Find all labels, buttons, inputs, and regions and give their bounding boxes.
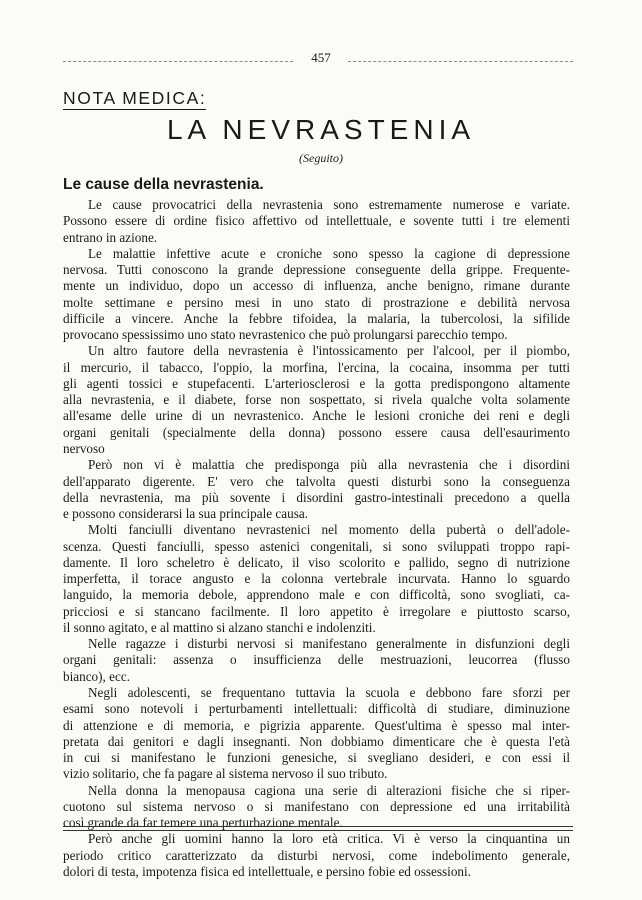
article-title: LA NEVRASTENIA — [166, 114, 476, 145]
text-line: pretata dai genitori e dagli insegnanti. Non dobbiamo dimenticare che è questa l'età — [63, 733, 570, 749]
text-line: vizio solitario, che fa pagare al sistema nervoso il suo tributo. — [63, 766, 388, 782]
text-line: provocano spessissimo uno stato nevrastenico che può prolungarsi parecchio tempo. — [63, 327, 508, 343]
paragraph — [63, 343, 570, 457]
text-line: organi genitali: assenza o insufficienza delle mestruazioni, leucorrea (flusso — [63, 652, 570, 668]
text-line: così grande da far temere una perturbazione mentale. — [63, 815, 343, 831]
text-line: mente un individuo, dopo un accesso di influenza, anche benigno, rimane durante — [63, 278, 570, 294]
text-line: Un altro fautore della nevrastenia è l'intossicamento per l'alcool, per il piombo, — [88, 343, 570, 359]
text-line: il sonno agitato, e al mattino si alzano stanchi e indolenziti. — [63, 619, 376, 635]
article-subtitle: (Seguito) — [299, 151, 343, 165]
text-line: Però non vi è malattia che predisponga più alla nevrastenia che i disordini — [88, 457, 570, 473]
article-body — [63, 197, 570, 880]
text-line: di attenzione e di memoria, e pigrizia apparente. Quest'ultima è spesso mal inter- — [63, 717, 570, 733]
text-line: e possono considerarsi la sua principale causa. — [63, 506, 308, 522]
text-line: bianco), ecc. — [63, 668, 130, 684]
paragraph — [63, 636, 570, 685]
text-line: cuotono sul sistema nervoso o si manifestano con depressione ed una irritabilità — [63, 798, 570, 814]
header-rule-left — [63, 61, 293, 62]
text-line: nervosa. Tutti conoscono la grande depressione conseguente della grippe. Frequente- — [63, 262, 570, 278]
text-line: Nella donna la menopausa cagiona una serie di alterazioni fisiche che si riper- — [88, 782, 570, 798]
paragraph — [63, 685, 570, 783]
text-line: imperfetta, il torace angusto e la colonna vertebrale incurvata. Hanno lo sguardo — [63, 571, 570, 587]
text-line: Le malattie infettive acute e croniche sono spesso la cagione di depressione — [88, 245, 570, 261]
text-line: molte settimane e persino mesi in uno stato di prostrazione e debilità nervosa — [63, 294, 570, 310]
text-line: languido, la memoria debole, apprendono male e con difficoltà, sono svogliati, ca- — [63, 587, 570, 603]
section-heading: Le cause della nevrastenia. — [63, 176, 264, 193]
text-line: Le cause provocatrici della nevrastenia sono estremamente numerose e variate. — [88, 197, 570, 212]
text-line: dolori di testa, impotenza fisica ed intellettuale, e persino fobie ed ossessioni. — [63, 863, 471, 879]
paragraph — [63, 246, 570, 344]
section-label: NOTA MEDICA: — [63, 88, 207, 108]
text-line: Molti fanciulli diventano nevrastenici nel momento della pubertà o dell'adole- — [88, 522, 570, 538]
text-line: in cui si manifestano le funzioni genesiche, si svegliano desideri, e con essi il — [63, 750, 570, 766]
paragraph — [63, 522, 570, 636]
paragraph — [63, 783, 570, 832]
text-line: della nevrastenia, ma più sovente i disordini gastro-intestinali precedono a quella — [63, 489, 570, 505]
paragraph — [63, 457, 570, 522]
text-line: damente. Il loro scheletro è delicato, il viso scolorito e pallido, segno di nutrizione — [63, 554, 570, 570]
text-line: all'esame delle urine di un nevrastenico. Anche le lesioni croniche dei reni e degli — [63, 408, 570, 424]
text-line: Negli adolescenti, se frequentano tuttavia la scuola e debbono fare sforzi per — [88, 684, 570, 700]
text-line: il mercurio, il tabacco, l'oppio, la morfina, l'ercina, la cocaina, insomma per tutti — [63, 359, 570, 375]
footer-rule-bottom — [63, 830, 573, 831]
text-line: scenza. Questi fanciulli, spesso astenici congenitali, si sono sviluppati troppo rapi- — [63, 538, 570, 554]
text-line: Nelle ragazze i disturbi nervosi si manifestano generalmente in disfunzioni degli — [88, 636, 570, 652]
paragraph — [63, 831, 570, 880]
text-line: Possono essere di ordine fisico affettivo od intellettuale, e sovente tutti i tre elementi — [63, 213, 570, 229]
footer-rule-top — [63, 826, 573, 827]
text-line: dell'apparato digerente. E' vero che talvolta questi disturbi sono la conseguenza — [63, 473, 570, 489]
text-line: esami sono notevoli i perturbamenti intellettuali: difficoltà di studiare, diminuzione — [63, 701, 570, 717]
page-number: 457 — [300, 50, 342, 66]
text-line: entrano in azione. — [63, 229, 158, 245]
text-line: nervoso — [63, 440, 105, 456]
text-line: periodo critico caratterizzato da disturbi nervosi, come indebolimento generale, — [63, 847, 570, 863]
paragraph — [63, 197, 570, 246]
text-line: gli agenti tossici e stupefacenti. L'arteriosclerosi e la gotta predispongono altamente — [63, 375, 570, 391]
text-line: pricciosi e si stancano facilmente. Il loro appetito è irregolare e piuttosto scarso, — [63, 603, 570, 619]
text-line: difficile a vincere. Anche la febbre tifoidea, la malaria, la tubercolosi, la sifilide — [63, 310, 570, 326]
text-line: alla nevrastenia, e il diabete, forse non sospettato, si rivela qualche volta solamente — [63, 392, 570, 408]
text-line: Però anche gli uomini hanno la loro età critica. Vi è verso la cinquantina un — [88, 831, 570, 847]
text-line: organi genitali (specialmente della donna) possono essere causa dell'esaurimento — [63, 424, 570, 440]
header-rule-right — [348, 61, 573, 62]
